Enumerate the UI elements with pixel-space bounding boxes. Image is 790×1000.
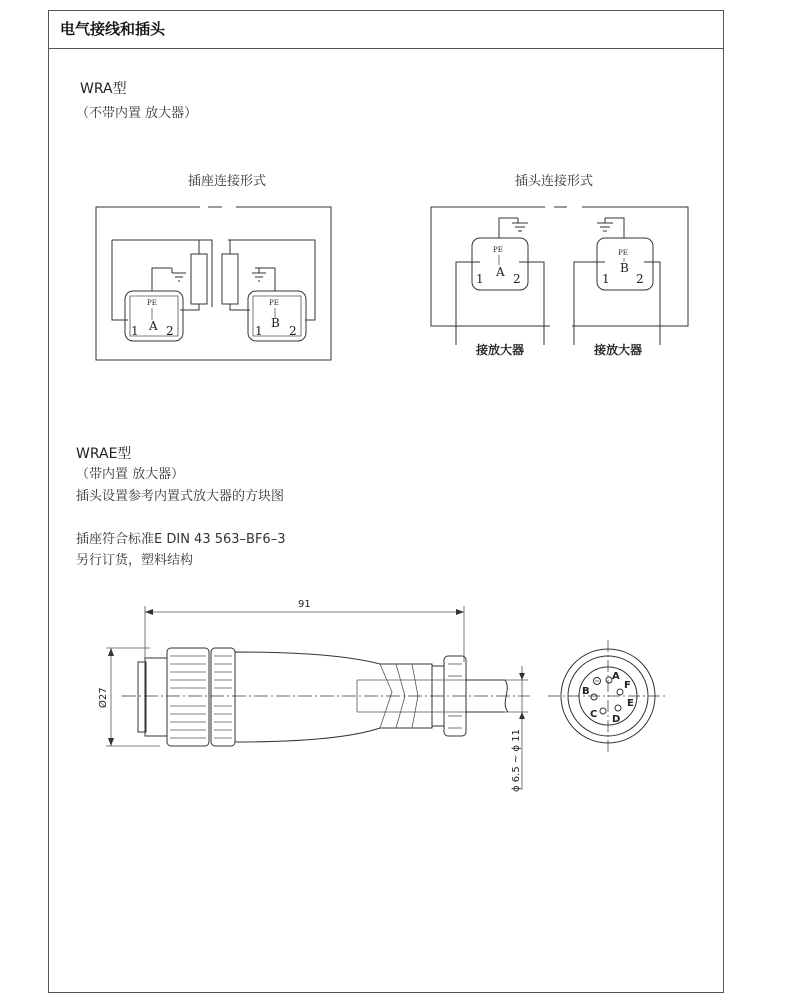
socket-pe-b: PE [269, 299, 279, 307]
amp-label-b: 接放大器 [594, 343, 643, 357]
face-pin-c: C [590, 709, 598, 720]
face-pin-a: A [612, 671, 620, 682]
face-pin-d: D [612, 714, 621, 725]
socket-pin-1-b: 1 [255, 324, 263, 338]
plug-pe-a: PE [493, 246, 503, 254]
socket-connection-diagram [96, 207, 331, 360]
knurled-ring-2 [211, 648, 235, 746]
amp-label-a: 接放大器 [476, 343, 525, 357]
plug-label-b: B [620, 261, 629, 275]
plug-pin-2-b: 2 [636, 272, 644, 286]
socket-pe-a: PE [147, 299, 157, 307]
socket-connection-caption: 插座连接形式 [188, 174, 267, 189]
wra-title: WRA型 [80, 81, 127, 97]
wra-note: （不带内置 放大器） [76, 106, 198, 121]
socket-label-a: A [149, 319, 158, 333]
connector-front-face [145, 658, 167, 736]
length-dimension: 91 [298, 599, 311, 610]
connector-side-view [97, 599, 530, 792]
resistor-a [191, 254, 207, 304]
plug-pin-1-a: 1 [476, 272, 484, 286]
wrae-description: 插头设置参考内置式放大器的方块图 [76, 489, 285, 504]
face-pin-f: F [624, 680, 631, 691]
socket-pin-1-a: 1 [131, 324, 139, 338]
plug-label-a: A [496, 265, 505, 279]
resistor-b [222, 254, 238, 304]
face-pin-e: E [627, 698, 634, 709]
diameter-dimension: Ø27 [98, 687, 109, 708]
connector-face-view [548, 640, 668, 752]
socket-label-b: B [271, 316, 280, 330]
wrae-standard: 插座符合标准E DIN 43 563–BF6–3 [76, 532, 286, 547]
page-title: 电气接线和插头 [60, 20, 166, 38]
wrae-note: （带内置 放大器） [76, 467, 185, 482]
socket-pin-2-b: 2 [289, 324, 297, 338]
plug-connection-diagram [431, 207, 688, 357]
face-pin-b: B [582, 686, 590, 697]
plug-pe-b: PE [618, 249, 628, 257]
wrae-title: WRAE型 [76, 446, 132, 462]
plug-pin-1-b: 1 [602, 272, 610, 286]
socket-pin-2-a: 2 [166, 324, 174, 338]
plug-connection-caption: 插头连接形式 [515, 174, 594, 189]
connector-body [235, 652, 432, 742]
knurled-ring-1 [167, 648, 209, 746]
wrae-order-note: 另行订货，塑料结构 [76, 553, 194, 568]
plug-pin-2-a: 2 [513, 272, 521, 286]
cable-diameter-dimension: ϕ 6.5 ~ ϕ 11 [511, 729, 522, 792]
